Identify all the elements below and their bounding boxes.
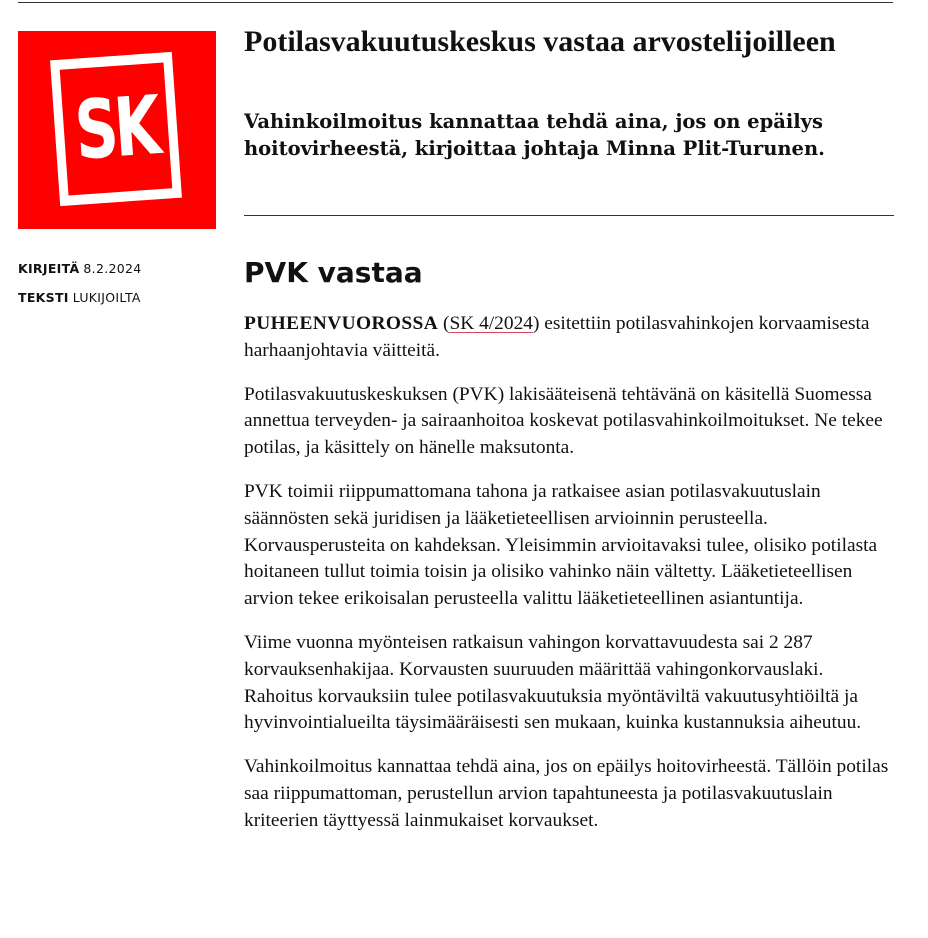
paragraph-3: PVK toimii riippumattomana tahona ja ratkaisee asian potilasvakuutuslain säännösten sekä juridisen ja lääketieteellisen arvioinnin perusteella. Korvausperusteita on kahdeksan. Yleisimmin arvioitavaksi tulee, olisiko potilasta hoitaneen tullut toimia toisin ja olisiko vahinko näin vältetty. Lääketieteellisen arvion tekee erikoisalan perusteella valittu lääketieteellinen asiantuntija.: [244, 480, 878, 610]
article-title: PVK vastaa: [244, 256, 423, 289]
author-value[interactable]: LUKIJOILTA: [72, 290, 141, 305]
paragraph-5: Vahinkoilmoitus kannattaa tehdä aina, jos on epäilys hoitovirheestä. Tällöin potilas saa riippumattoman, perustellun arvion tapahtuneesta ja potilasvakuutuslain kriteerien täyttyessä lainmukaiset korvaukset.: [244, 756, 889, 831]
lead-in: PUHEENVUOROSSA: [244, 313, 439, 334]
stamp-inner: [60, 63, 173, 196]
text-label: TEKSTI: [18, 290, 69, 305]
article-body: [244, 311, 892, 852]
logo-text: SK: [71, 79, 161, 179]
paragraph-1: [244, 311, 892, 365]
issue-reference-link[interactable]: SK 4/2024: [449, 313, 533, 334]
dek: Vahinkoilmoitus kannattaa tehdä aina, jos on epäilys hoitovirheestä, kirjoittaa johtaja Minna Plit-Turunen.: [244, 110, 825, 160]
paragraph-1-rest: ) esitettiin potilasvahinkojen korvaamisesta harhaanjohtavia väitteitä.: [244, 313, 870, 361]
paragraph-2: Potilasvakuutuskeskuksen (PVK) lakisääteisenä tehtävänä on käsitellä Suomessa annettua terveyden- ja sairaanhoitoa koskevat potilasvahinkoilmoitukset. Ne tekee potilas, ja käsittely on hänelle maksutonta.: [244, 383, 883, 459]
sk-logo[interactable]: [18, 31, 216, 229]
headline: Potilasvakuutuskeskus vastaa arvostelijoilleen: [244, 25, 836, 58]
paragraph-1-open: (: [438, 313, 450, 334]
publish-date: 8.2.2024: [83, 261, 142, 276]
top-divider: [18, 2, 893, 3]
paragraph-4: Viime vuonna myönteisen ratkaisun vahingon korvattavuudesta sai 2 287 korvauksenhakijaa. Korvausten suuruuden määrittää vahingonkorvauslaki. Rahoitus korvauksiin tulee potilasvakuutuksia myöntäviltä vakuutusyhtiöiltä ja hyvinvointialueilta täysimääräisesti sen mukaan, kuinka kustannuksia aiheutuu.: [244, 631, 862, 734]
stamp-frame: [50, 52, 182, 206]
meta-author: [18, 290, 141, 306]
section-label[interactable]: KIRJEITÄ: [18, 261, 80, 276]
header-divider: [244, 215, 894, 216]
meta-section: [18, 261, 142, 277]
